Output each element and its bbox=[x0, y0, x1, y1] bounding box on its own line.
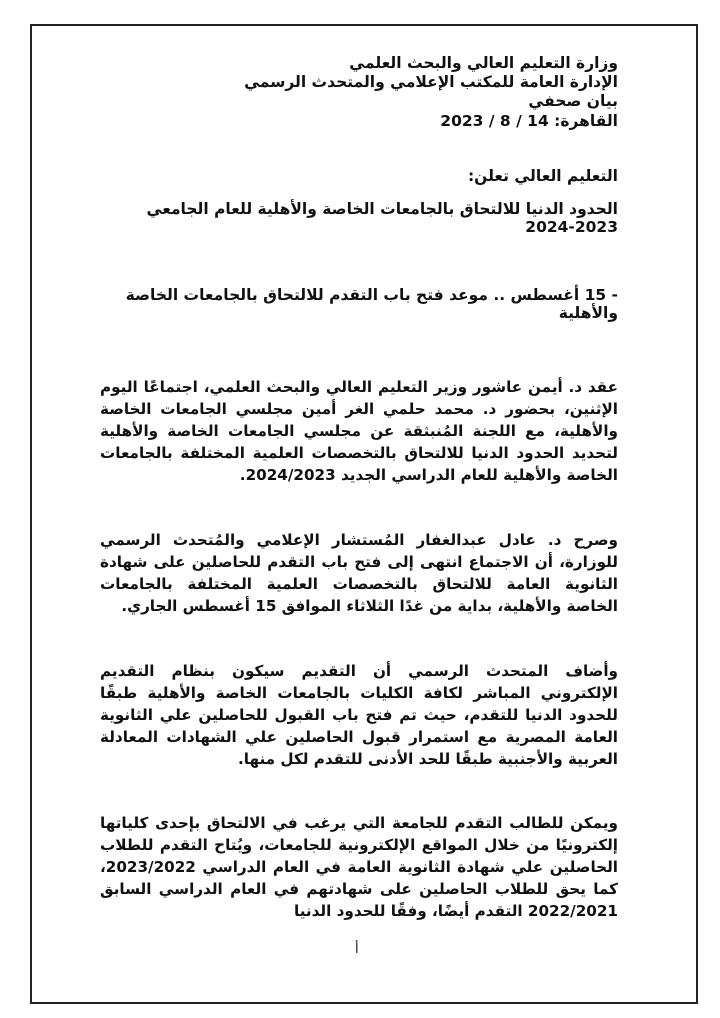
paragraph-1: عقد د. أيمن عاشور وزير التعليم العالي والبحث العلمي، اجتماعًا اليوم الإثنين، بحضور د. محمد حلمي الغر أمين مجلسي الجامعات الخاصة والأهلية، مع اللجنة المُنبثقة عن مجلسي الجامعات الخاصة والأهلية لتحديد الحدود الدنيا للالتحاق بالتخصصات العلمية المختلفة بالجامعات الخاصة والأهلية للعام الدراسي الجديد 2024/2023. bbox=[100, 378, 618, 484]
paragraph-2: وصرح د. عادل عبدالغفار المُستشار الإعلامي والمُتحدث الرسمي للوزارة، أن الاجتماع انتهى إلى فتح باب التقدم للحاصلين على شهادة الثانوية العامة للالتحاق بالتخصصات العلمية المختلفة بالجامعات الخاصة والأهلية، بداية من غدًا الثلاثاء الموافق 15 أغسطس الجاري. bbox=[100, 531, 618, 615]
department-name: الإدارة العامة للمكتب الإعلامي والمتحدث الرسمي bbox=[244, 73, 618, 91]
release-title: الحدود الدنيا للالتحاق بالجامعات الخاصة والأهلية للعام الجامعي 2023-2024 bbox=[146, 200, 618, 236]
paragraph-4: ويمكن للطالب التقدم للجامعة التي يرغب في الالتحاق بإحدى كلياتها إلكترونيًا من خلال المواقع الإلكترونية للجامعات، ويُتاح التقدم للطلاب الحاصلين علي شهادة الثانوية العامة في العام الدراسي 2023/2022، كما يحق للطلاب الحاصلين على شهادتهم في العام الدراسي السابق 2022/2021 التقدم أيضًا، وفقًا للحدود الدنيا bbox=[100, 814, 618, 920]
page-number: أ bbox=[355, 942, 359, 957]
ministry-name: وزارة التعليم العالي والبحث العلمي bbox=[349, 54, 618, 72]
document-type: بيان صحفي bbox=[528, 92, 618, 110]
date-line: القاهرة: 14 / 8 / 2023 bbox=[440, 112, 618, 130]
bullet-headline: - 15 أغسطس .. موعد فتح باب التقدم للالتحاق بالجامعات الخاصة والأهلية bbox=[125, 286, 618, 322]
paragraph-3: وأضاف المتحدث الرسمي أن التقديم سيكون بنظام التقديم الإلكتروني المباشر لكافة الكليات بالجامعات الخاصة والأهلية طبقًا للحدود الدنيا للتقدم، حيث تم فتح باب القبول للحاصلين علي الثانوية العامة المصرية مع استمرار قبول الحاصلين علي الشهادات المعادلة العربية والأجنبية طبقًا للحد الأدنى للتقدم لكل منها. bbox=[100, 662, 618, 768]
press-release bbox=[100, 54, 618, 922]
announcement-heading: التعليم العالي تعلن: bbox=[467, 167, 618, 185]
